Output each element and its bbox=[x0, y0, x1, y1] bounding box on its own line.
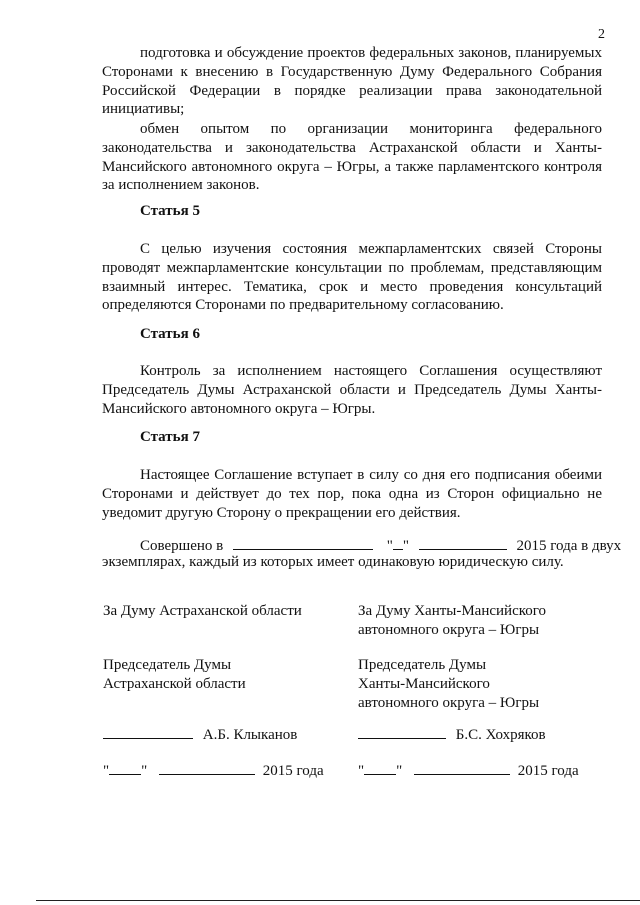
right-date-quote-close: " bbox=[396, 763, 403, 779]
article-7-text: Настоящее Соглашение вступает в силу со дня его подписания обеими Сторонами и действует до тех пор, пока одна из Сторон официально не уведомит другую Сторону о прекращении его действия. bbox=[102, 467, 602, 521]
completion-prefix: Совершено в bbox=[140, 538, 224, 554]
completion-place-blank bbox=[233, 535, 373, 550]
left-title-line-1: Председатель Думы bbox=[103, 657, 232, 673]
page-number: 2 bbox=[598, 27, 605, 42]
completion-line-2: экземплярах, каждый из которых имеет одинаковую юридическую силу. bbox=[102, 554, 564, 570]
right-for-line-2: автономного округа – Югры bbox=[358, 621, 540, 638]
completion-line-1 bbox=[140, 535, 621, 555]
left-date-quote-open: " bbox=[103, 763, 110, 779]
left-date-line bbox=[103, 760, 324, 780]
left-date-quote-close: " bbox=[141, 763, 148, 779]
article-5-text: С целью изучения состояния межпарламентских связей Стороны проводят межпарламентские консультации по проблемам, представляющим взаимный интерес. Тематика, срок и место проведения консультаций определяются Сторонами по предварительному согласованию. bbox=[102, 241, 602, 314]
right-signatory-for bbox=[358, 602, 546, 640]
left-date-year: 2015 года bbox=[262, 763, 324, 779]
right-title-line-3: автономного округа – Югры bbox=[358, 694, 540, 711]
right-signature-line bbox=[358, 724, 546, 744]
left-date-day-blank bbox=[109, 760, 141, 775]
article-6-text: Контроль за исполнением настоящего Соглашения осуществляют Председатель Думы Астраханской области и Председатель Думы Ханты-Мансийского автономного округа – Югры. bbox=[102, 363, 602, 417]
intro-paragraph-1: подготовка и обсуждение проектов федеральных законов, планируемых Сторонами к внесению в Государственную Думу Федерального Собрания Российской Федерации в порядке реализации права законодательной инициативы; bbox=[102, 45, 602, 118]
right-signatory-name: Б.С. Хохряков bbox=[455, 727, 546, 743]
right-date-year: 2015 года bbox=[517, 763, 579, 779]
completion-month-blank bbox=[419, 535, 507, 550]
right-signature-blank bbox=[358, 724, 446, 739]
completion-day-blank bbox=[393, 535, 403, 550]
right-date-quote-open: " bbox=[358, 763, 365, 779]
left-signatory-for: За Думу Астраханской области bbox=[103, 603, 302, 619]
completion-year-text: 2015 года в двух bbox=[516, 538, 622, 554]
article-5-heading: Статья 5 bbox=[140, 203, 200, 219]
left-signature-blank bbox=[103, 724, 193, 739]
article-6-heading: Статья 6 bbox=[140, 326, 200, 342]
right-for-line-1: За Думу Ханты-Мансийского bbox=[358, 603, 547, 619]
right-signatory-title bbox=[358, 656, 539, 712]
footer-rule bbox=[36, 900, 640, 901]
left-signatory-name: А.Б. Клыканов bbox=[202, 727, 298, 743]
article-7-heading: Статья 7 bbox=[140, 429, 200, 445]
right-date-month-blank bbox=[414, 760, 510, 775]
right-date-line bbox=[358, 760, 579, 780]
right-title-line-2: Ханты-Мансийского bbox=[358, 675, 490, 692]
left-date-month-blank bbox=[159, 760, 255, 775]
left-signature-line bbox=[103, 724, 297, 744]
left-title-line-2: Астраханской области bbox=[103, 675, 246, 692]
intro-paragraph-2: обмен опытом по организации мониторинга федерального законодательства и законодательства Астраханской области и Ханты-Мансийского автономного округа – Югры, а также парламентского контроля за исполнением законов. bbox=[102, 121, 602, 194]
right-title-line-1: Председатель Думы bbox=[358, 657, 487, 673]
completion-quote-close: " bbox=[402, 538, 409, 554]
right-date-day-blank bbox=[364, 760, 396, 775]
left-signatory-title bbox=[103, 656, 246, 694]
completion-quote-open: " bbox=[386, 538, 393, 554]
